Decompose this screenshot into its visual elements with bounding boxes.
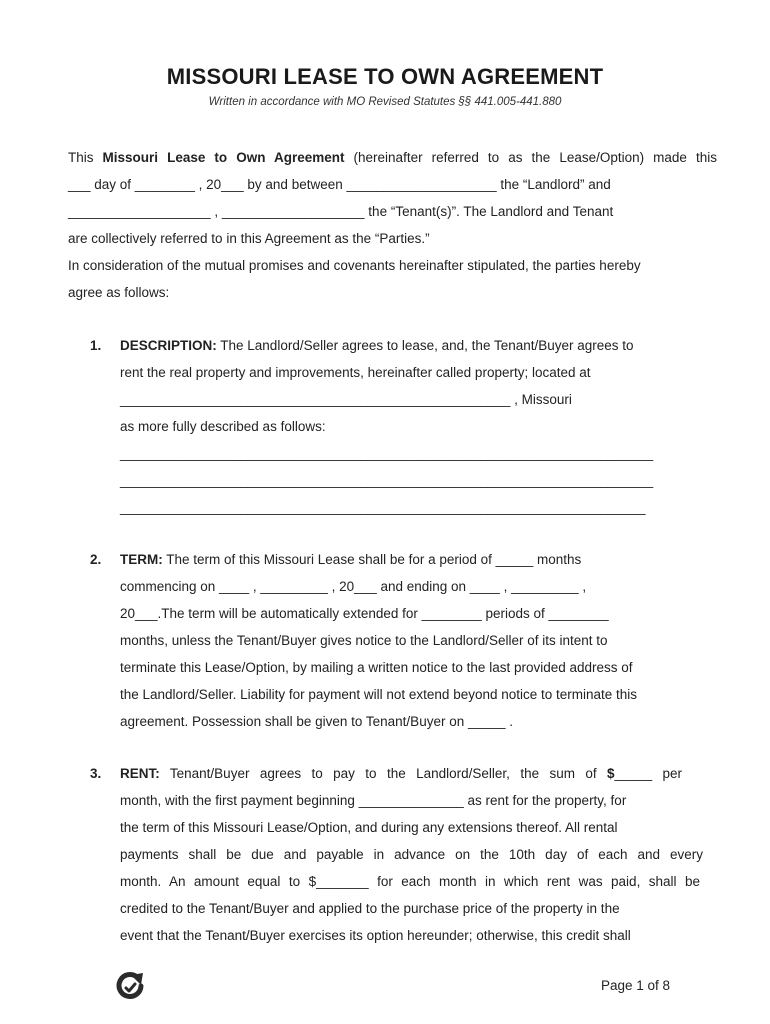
rent-line-1: RENT: Tenant/Buyer agrees to pay to the Landlord/Seller, the sum of $_____ per [120,766,682,781]
term-line-2: commencing on ____ , _________ , 20___ and ending on ____ , _________ , [120,579,587,594]
document-subtitle: Written in accordance with MO Revised Statutes §§ 441.005-441.880 [208,96,562,108]
intro-line-2: ___ day of ________ , 20___ by and between ____________________ the “Landlord” and [68,177,611,192]
intro-line-1: This Missouri Lease to Own Agreement (hereinafter referred to as the Lease/Option) made this [68,150,717,165]
intro-line-5: In consideration of the mutual promises and covenants hereinafter stipulated, the parties hereby [68,258,641,273]
rent-line-7: event that the Tenant/Buyer exercises its option hereunder; otherwise, this credit shall [120,928,631,943]
rent-line-5: month. An amount equal to $_______ for each month in which rent was paid, shall be [120,874,700,889]
description-blank-1: _______________________________________________________________________ [120,446,654,461]
section-2-number: 2. [90,552,102,567]
document-title: MISSOURI LEASE TO OWN AGREEMENT [166,64,604,89]
description-line-3: ____________________________________________________ , Missouri [120,392,572,407]
description-blank-2: _______________________________________________________________________ [120,473,654,488]
term-line-5: terminate this Lease/Option, by mailing a written notice to the last provided address of [120,660,633,675]
rent-heading: RENT: [120,766,160,781]
description-blank-3: ______________________________________________________________________ [120,500,646,515]
description-line-1: DESCRIPTION: The Landlord/Seller agrees to lease, and, the Tenant/Buyer agrees to [120,338,634,353]
term-line-4: months, unless the Tenant/Buyer gives notice to the Landlord/Seller of its intent to [120,633,608,648]
term-line-6: the Landlord/Seller. Liability for payment will not extend beyond notice to terminate this [120,687,638,702]
term-heading: TERM: [120,552,163,567]
section-3-number: 3. [90,766,102,781]
term-line-3: 20___.The term will be automatically extended for ________ periods of ________ [120,606,609,621]
rent-line-4: payments shall be due and payable in advance on the 10th day of each and every [120,847,703,862]
term-line-7: agreement. Possession shall be given to Tenant/Buyer on _____ . [120,714,514,729]
term-line-1: TERM: The term of this Missouri Lease shall be for a period of _____ months [120,552,582,567]
page-number: Page 1 of 8 [601,978,671,993]
description-line-4: as more fully described as follows: [120,419,326,434]
description-heading: DESCRIPTION: [120,338,217,353]
rent-line-3: the term of this Missouri Lease/Option, and during any extensions thereof. All rental [120,820,618,835]
section-1-number: 1. [90,338,102,353]
intro-line-4: are collectively referred to in this Agreement as the “Parties.” [68,231,430,246]
brand-logo-icon [114,970,146,1002]
rent-line-2: month, with the first payment beginning ______________ as rent for the property, for [120,793,627,808]
description-line-2: rent the real property and improvements, hereinafter called property; located at [120,365,591,380]
intro-line-6: agree as follows: [68,285,170,300]
intro-line-3: ___________________ , ___________________ the “Tenant(s)”. The Landlord and Tenant [68,204,614,219]
rent-line-6: credited to the Tenant/Buyer and applied to the purchase price of the property in the [120,901,620,916]
